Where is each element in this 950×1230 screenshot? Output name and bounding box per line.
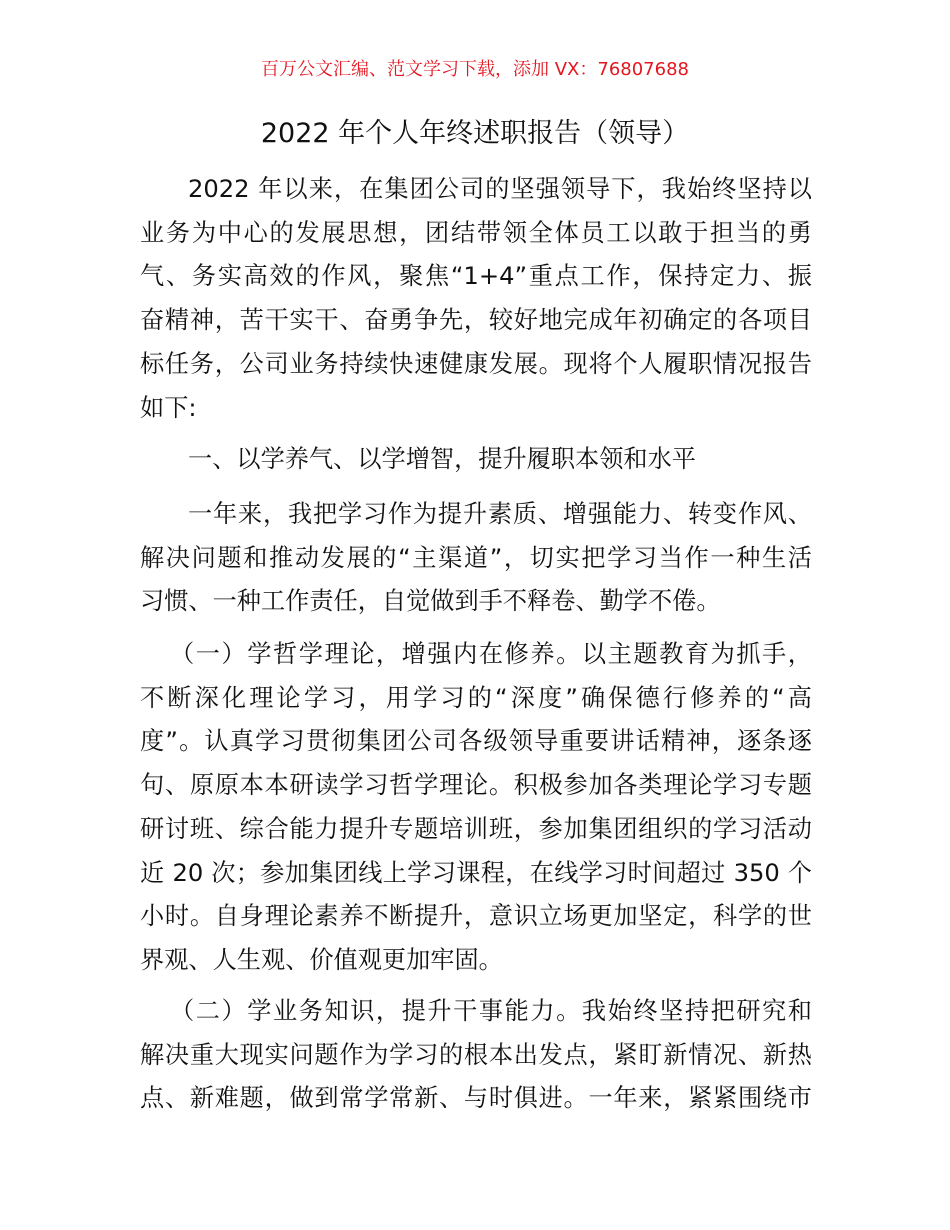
text-line: 近 20 次；参加集团线上学习课程，在线学习时间超过 350 个: [140, 858, 812, 887]
text-line: 界观、人生观、价值观更加牢固。: [140, 945, 503, 974]
text-line: 解决问题和推动发展的“主渠道”，切实把学习当作一种生活: [140, 543, 812, 572]
paragraph-section-1-2: [140, 990, 812, 1121]
text-line: 习惯、一种工作责任，自觉做到手不释卷、勤学不倦。: [140, 587, 721, 616]
text-line: （一）学哲学理论，增强内在修养。以主题教育为抓手，: [170, 640, 812, 668]
text-line: 句、原原本本研读学习哲学理论。积极参加各类理论学习专题: [140, 771, 812, 800]
section-heading-text: 一、以学养气、以学增智，提升履职本领和水平: [188, 445, 696, 473]
text-line: 不断深化理论学习，用学习的“深度”确保德行修养的“高: [140, 683, 812, 712]
text-line: 小时。自身理论素养不断提升，意识立场更加坚定，科学的世: [140, 902, 812, 931]
text-line: 业务为中心的发展思想，团结带领全体员工以敢于担当的勇: [140, 218, 812, 247]
document-title: 2022 年个人年终述职报告（领导）: [260, 118, 690, 149]
text-line: 标任务，公司业务持续快速健康发展。现将个人履职情况报告: [140, 349, 812, 378]
text-line: 气、务实高效的作风，聚焦“1+4”重点工作，保持定力、振: [140, 262, 812, 291]
text-line: 一年来，我把学习作为提升素质、增强能力、转变作风、: [188, 500, 812, 528]
paragraph-section-1-intro: [140, 493, 812, 624]
text-line: 2022 年以来，在集团公司的坚强领导下，我始终坚持以: [188, 175, 812, 203]
text-line: 如下:: [140, 393, 197, 422]
text-line: 解决重大现实问题作为学习的根本出发点，紧盯新情况、新热: [140, 1040, 812, 1069]
text-line: 度”。认真学习贯彻集团公司各级领导重要讲话精神，逐条逐: [140, 727, 812, 756]
text-line: 点、新难题，做到常学常新、与时俱进。一年来，紧紧围绕市: [140, 1084, 812, 1113]
paragraph-section-1-1: [140, 633, 812, 983]
text-line: 奋精神，苦干实干、奋勇争先，较好地完成年初确定的各项目: [140, 306, 812, 335]
text-line: （二）学业务知识，提升干事能力。我始终坚持把研究和: [170, 997, 812, 1025]
section-heading-1: [140, 438, 812, 482]
watermark-banner: 百万公文汇编、范文学习下载，添加 VX：76807688: [261, 59, 689, 80]
text-line: 研讨班、综合能力提升专题培训班，参加集团组织的学习活动: [140, 814, 812, 843]
paragraph-intro: [140, 168, 812, 430]
